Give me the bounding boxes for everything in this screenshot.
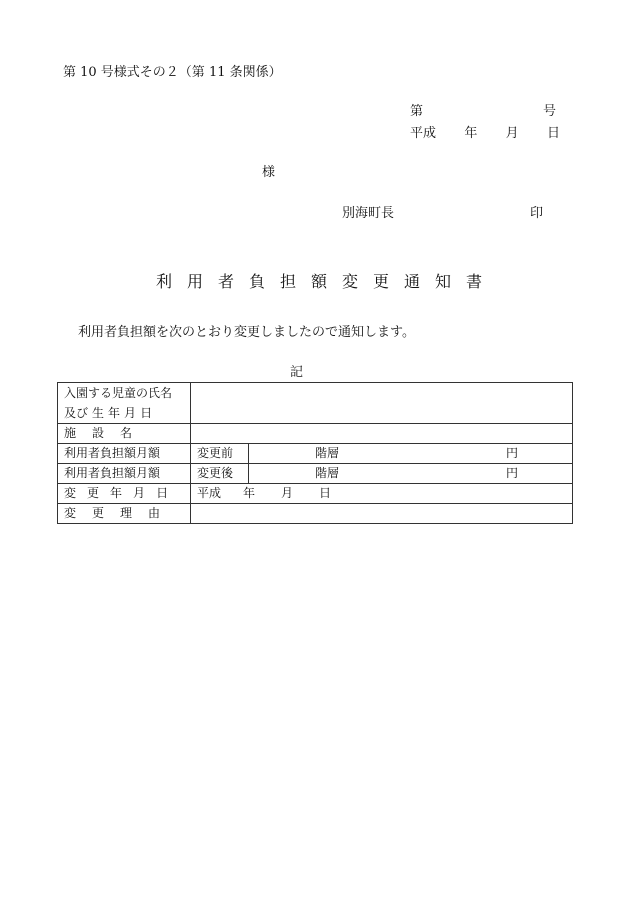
label-part: 生	[92, 406, 105, 420]
amount-after-row	[58, 464, 573, 484]
sender-title: 別海町長	[342, 206, 395, 221]
label-part: 変	[64, 486, 77, 500]
issue-date-era: 平成	[410, 126, 437, 141]
issue-date	[410, 127, 560, 140]
ki-heading: 記	[290, 365, 304, 380]
document-number-label: 第	[410, 104, 424, 119]
child-name-row	[58, 383, 573, 424]
label-part: 変	[64, 506, 77, 520]
grade-suffix: 階層	[315, 446, 340, 460]
label-part: 理	[120, 506, 133, 520]
facility-row	[58, 424, 573, 444]
label-part: 年	[108, 406, 121, 420]
title-char: 者	[218, 272, 235, 291]
title-char: 知	[435, 272, 452, 291]
label-part: 月	[133, 486, 146, 500]
change-date-value[interactable]	[191, 484, 573, 504]
title-char: 通	[404, 272, 421, 291]
change-reason-value[interactable]	[191, 504, 573, 524]
label-part: 及び	[64, 406, 89, 420]
label-part: 日	[156, 486, 169, 500]
notice-body-text: 利用者負担額を次のとおり変更しましたので通知します。	[78, 325, 415, 340]
title-char: 書	[466, 272, 483, 291]
label-part: 施	[64, 426, 77, 440]
child-birth-label-line2	[64, 403, 184, 423]
yen-suffix: 円	[505, 446, 518, 460]
amount-before-row	[58, 444, 573, 464]
change-date-era: 平成	[197, 486, 222, 500]
label-part: 年	[110, 486, 123, 500]
label-part: 設	[92, 426, 105, 440]
title-char: 用	[187, 272, 204, 291]
issue-date-year: 年	[464, 126, 478, 141]
document-title	[156, 274, 497, 290]
change-date-day: 日	[319, 486, 332, 500]
label-part: 日	[140, 406, 153, 420]
label-part: 更	[92, 506, 105, 520]
label-part: 由	[148, 506, 161, 520]
change-date-row	[58, 484, 573, 504]
title-char: 利	[156, 272, 173, 291]
title-char: 更	[373, 272, 390, 291]
title-char: 負	[249, 272, 266, 291]
before-label: 変更前	[191, 444, 249, 464]
child-name-label	[58, 383, 191, 424]
title-char: 額	[311, 272, 328, 291]
issue-date-month: 月	[505, 126, 519, 141]
document-number-suffix: 号	[543, 104, 557, 119]
after-label: 変更後	[191, 464, 249, 484]
facility-label	[58, 424, 191, 444]
change-details-table	[57, 382, 573, 524]
title-char: 担	[280, 272, 297, 291]
amount-after-label: 利用者負担額月額	[58, 464, 191, 484]
amount-before-value[interactable]	[249, 444, 573, 464]
amount-before-label: 利用者負担額月額	[58, 444, 191, 464]
child-name-value[interactable]	[191, 383, 573, 424]
child-name-label-line1: 入園する児童の氏名	[64, 386, 173, 400]
seal-mark: 印	[530, 206, 544, 221]
yen-suffix: 円	[505, 466, 518, 480]
grade-suffix: 階層	[315, 466, 340, 480]
label-part: 更	[87, 486, 100, 500]
label-part: 名	[120, 426, 133, 440]
facility-value[interactable]	[191, 424, 573, 444]
change-date-month: 月	[281, 486, 294, 500]
change-reason-row	[58, 504, 573, 524]
addressee-suffix: 様	[262, 165, 276, 180]
label-part: 月	[124, 406, 137, 420]
change-date-year: 年	[243, 486, 256, 500]
title-char: 変	[342, 272, 359, 291]
form-number: 第 10 号様式その２（第 11 条関係）	[63, 65, 282, 80]
issue-date-day: 日	[546, 126, 560, 141]
amount-after-value[interactable]	[249, 464, 573, 484]
change-date-label	[58, 484, 191, 504]
change-reason-label	[58, 504, 191, 524]
